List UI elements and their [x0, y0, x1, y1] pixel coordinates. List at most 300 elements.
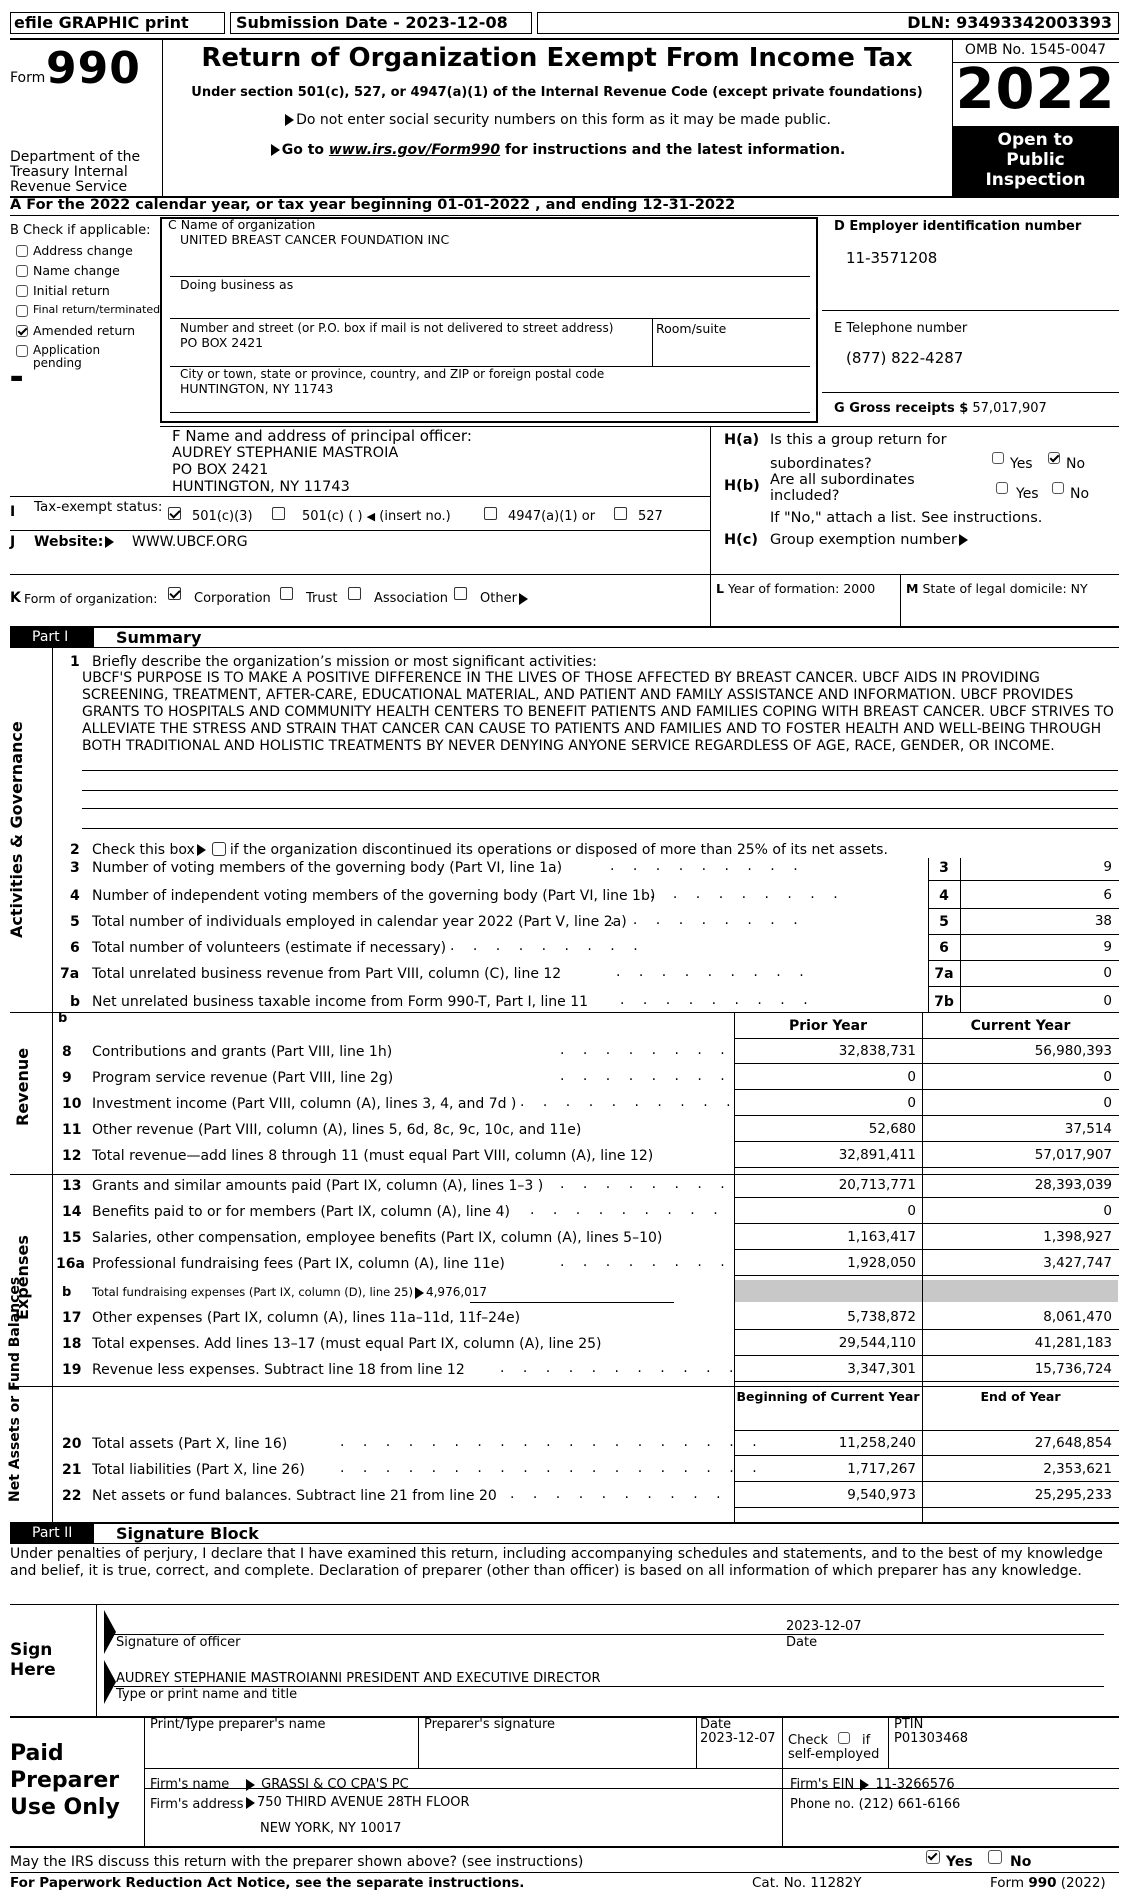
rule	[82, 770, 1118, 771]
signature-date[interactable]: 2023-12-07	[786, 1619, 862, 1634]
ein-value[interactable]: 11-3571208	[846, 249, 938, 267]
revenue-line-text: Total revenue—add lines 8 through 11 (must equal Part VIII, column (A), line 12)	[92, 1148, 654, 1164]
dot-leader: . . . . . . . . .	[610, 912, 805, 928]
firm-name[interactable]: GRASSI & CO CPA'S PC	[261, 1777, 409, 1792]
net-assets-current-value[interactable]: 25,295,233	[1034, 1487, 1112, 1503]
net-assets-prior-value[interactable]: 11,258,240	[838, 1435, 916, 1451]
rule	[470, 1302, 674, 1303]
dot-leader: . . . . . . . . .	[610, 858, 805, 874]
rule	[734, 1063, 1119, 1064]
gov-line-number: 7a	[60, 966, 80, 982]
rule	[928, 908, 1119, 909]
cat-number: Cat. No. 11282Y	[752, 1875, 862, 1891]
501c-text: 501(c) ( )	[302, 509, 363, 524]
expense-prior-value[interactable]: 29,544,110	[838, 1335, 916, 1351]
signature-label: Signature of officer	[116, 1635, 241, 1650]
expense-prior-value[interactable]: 1,163,417	[847, 1229, 916, 1245]
dash-mark: ▬	[10, 370, 24, 386]
expense-current-value[interactable]: 1,398,927	[1043, 1229, 1112, 1245]
expense-current-value[interactable]: 0	[1103, 1203, 1112, 1219]
paperwork-notice: For Paperwork Reduction Act Notice, see the separate instructions.	[10, 1875, 525, 1891]
expense-current-value[interactable]: 15,736,724	[1034, 1361, 1112, 1377]
part1-tag: Part I	[10, 628, 94, 647]
dln: DLN: 93493342003393	[907, 13, 1112, 32]
legal-domicile	[906, 582, 1088, 596]
rule	[734, 1329, 1119, 1330]
dot-leader: . . . . . . . .	[560, 1176, 732, 1192]
revenue-prior-value[interactable]: 0	[907, 1095, 916, 1111]
preparer-date-label: Date	[700, 1717, 732, 1732]
rule	[734, 1481, 1119, 1482]
side-revenue: Revenue	[13, 1047, 32, 1126]
check-item-label: Amended return	[33, 323, 136, 338]
net-assets-current-value[interactable]: 27,648,854	[1034, 1435, 1112, 1451]
rule	[10, 1386, 1119, 1387]
gov-line-value[interactable]: 38	[1094, 913, 1112, 929]
rule	[144, 1716, 145, 1846]
l-label: L	[716, 581, 724, 596]
net-assets-line-text: Net assets or fund balances. Subtract line 21 from line 20	[92, 1488, 497, 1504]
revenue-line-number: 9	[62, 1070, 72, 1086]
line16b-number: b	[62, 1285, 72, 1300]
rule	[696, 1716, 697, 1768]
dot-leader: . . . . . . . . . . . . . . . . . . .	[340, 1460, 764, 1476]
open-to-public-text: Open to Public Inspection	[985, 130, 1086, 190]
line2-text	[92, 842, 888, 858]
revenue-line-text: Investment income (Part VIII, column (A), lines 3, 4, and 7d )	[92, 1096, 517, 1112]
part2-tag: Part II	[10, 1524, 94, 1543]
arrow-icon	[246, 1797, 255, 1809]
corporation-checkbox[interactable]	[168, 587, 181, 600]
hc-text-label: Group exemption number	[770, 532, 957, 548]
expense-line-number: 15	[62, 1230, 82, 1246]
col-begin-year: Beginning of Current Year	[736, 1389, 920, 1404]
net-assets-line-number: 21	[62, 1462, 82, 1478]
rule	[734, 1249, 1119, 1250]
501c-label	[302, 510, 451, 525]
notice-post: for instructions and the latest information.	[500, 142, 846, 158]
form-ref-post: (2022)	[1056, 1875, 1106, 1891]
501c-checkbox[interactable]	[272, 507, 285, 520]
street-address[interactable]: PO BOX 2421	[180, 335, 264, 350]
arrow-icon	[197, 844, 206, 856]
hb-note: If "No," attach a list. See instructions.	[770, 510, 1043, 526]
city-label: City or town, state or province, country, and ZIP or foreign postal code	[180, 367, 605, 381]
rule	[10, 1012, 1119, 1013]
firm-address1[interactable]: 750 THIRD AVENUE 28TH FLOOR	[257, 1795, 470, 1810]
check-initial-return-checkbox[interactable]	[16, 285, 28, 297]
revenue-current-value[interactable]: 56,980,393	[1034, 1043, 1112, 1059]
rule	[710, 574, 711, 626]
rule	[734, 1223, 1119, 1224]
net-assets-line-number: 22	[62, 1488, 82, 1504]
expense-current-value[interactable]: 41,281,183	[1034, 1335, 1112, 1351]
gov-line-value[interactable]: 0	[1103, 993, 1112, 1009]
revenue-line-number: 8	[62, 1044, 72, 1060]
notice-pre: Go to	[281, 142, 329, 158]
ha-no-label: No	[1066, 456, 1086, 472]
expense-current-value[interactable]: 3,427,747	[1043, 1255, 1112, 1271]
insert-no-text: (insert no.)	[379, 509, 451, 524]
expense-prior-value[interactable]: 0	[907, 1203, 916, 1219]
rule	[10, 1604, 1119, 1605]
gov-line-number: 4	[70, 888, 80, 904]
phone-field	[790, 1798, 960, 1813]
net-assets-line-text: Total liabilities (Part X, line 26)	[92, 1462, 305, 1478]
rule	[782, 1768, 783, 1846]
mission-statement: UBCF'S PURPOSE IS TO MAKE A POSITIVE DIFFERENCE IN THE LIVES OF THOSE AFFECTED BY BREAST CANCER. UBCF AIDS IN PROVIDING SCREENING, TREATMENT, AFTER-CARE, EDUCATIONAL MATERIAL, AND PATIENT AND FAMILY ASSISTANCE AND INFORMATION. UBCF PROVIDES GRANTS TO HOSPITALS AND COMMUNITY HEALTH CENTERS TO BENEFIT PATIENTS AND FAMILIES COPING WITH BREAST CANCER. UBCF STRIVES TO ALLEVIATE THE STRESS AND STRAIN THAT CANCER CAN CAUSE TO PATIENTS AND FAMILIES AND TO FOSTER HEALTH AND WELL-BEING THROUGH BOTH TRADITIONAL AND HOLISTIC TREATMENTS BY NEVER DENYING ANYONE SERVICE REGARDLESS OF AGE, RACE, GENDER, OR INCOME.	[82, 670, 1114, 754]
hb-text1: Are all subordinates	[770, 472, 915, 488]
expense-line-number: 13	[62, 1178, 82, 1194]
association-checkbox[interactable]	[348, 587, 361, 600]
sign-here: Sign Here	[10, 1640, 56, 1680]
ha-yes-label: Yes	[1010, 456, 1033, 472]
trust-label: Trust	[306, 591, 338, 606]
gov-line-text: Number of independent voting members of the governing body (Part VI, line 1b)	[92, 888, 656, 904]
rule	[82, 790, 1118, 791]
expense-prior-value[interactable]: 1,928,050	[847, 1255, 916, 1271]
rule	[928, 880, 1119, 881]
hb-yes-label: Yes	[1016, 486, 1039, 502]
dot-leader: . . . . . . . . . .	[510, 1486, 728, 1502]
tax-year: 2022	[955, 57, 1116, 122]
net-assets-prior-value[interactable]: 1,717,267	[847, 1461, 916, 1477]
line1-number: 1	[70, 654, 80, 670]
legal-domicile-text: State of legal domicile: NY	[922, 581, 1088, 596]
check-application-pending-checkbox[interactable]	[16, 345, 28, 357]
website-title	[34, 534, 116, 550]
rule	[170, 318, 810, 319]
rule	[10, 496, 710, 497]
rule	[10, 530, 710, 531]
rule	[734, 1115, 1119, 1116]
dot-leader: . . . . . . . . . . .	[500, 1360, 741, 1376]
hb-no-label: No	[1070, 486, 1090, 502]
gov-line-text: Net unrelated business taxable income from Form 990-T, Part I, line 11	[92, 994, 589, 1010]
open-to-public-badge	[952, 126, 1119, 196]
line-b-mark: b	[58, 1011, 68, 1026]
officer-name[interactable]: AUDREY STEPHANIE MASTROIA	[172, 445, 399, 461]
firm-ein-label: Firm's EIN	[790, 1777, 855, 1792]
notice-instructions	[162, 142, 952, 158]
rule	[52, 647, 53, 1522]
rule	[928, 986, 1119, 987]
gov-line-value[interactable]: 0	[1103, 965, 1112, 981]
hb-label: H(b)	[724, 478, 760, 494]
org-name-label: C Name of organization	[168, 217, 316, 232]
gross-receipts-label: G Gross receipts $	[834, 401, 969, 416]
rule	[928, 934, 1119, 935]
rule	[822, 392, 1119, 393]
form-reference	[990, 1876, 1106, 1892]
dot-leader: . . . . . . . . .	[530, 1202, 725, 1218]
527-checkbox[interactable]	[614, 507, 627, 520]
gov-line-number: b	[70, 994, 81, 1010]
preparer-name-label: Print/Type preparer's name	[150, 1717, 326, 1732]
gov-line-value[interactable]: 6	[1103, 887, 1112, 903]
revenue-current-value[interactable]: 37,514	[1064, 1121, 1112, 1137]
part1-title: Summary	[116, 628, 202, 647]
check-final-return-terminated-checkbox[interactable]	[16, 305, 28, 317]
rule	[10, 1846, 1119, 1848]
expense-line-number: 19	[62, 1362, 82, 1378]
line2-post: if the organization discontinued its operations or disposed of more than 25% of its net assets.	[229, 842, 888, 858]
dot-leader: . . . . . . . . .	[450, 938, 645, 954]
triangle-left-icon: ◀	[366, 510, 376, 523]
revenue-line-number: 12	[62, 1148, 82, 1164]
self-employed-checkbox[interactable]	[838, 1732, 850, 1744]
rule	[734, 1167, 1119, 1168]
expense-line-number: 16a	[56, 1256, 85, 1272]
perjury-statement: Under penalties of perjury, I declare that I have examined this return, including accompanying schedules and statements, and to the best of my knowledge and belief, it is true, correct, and complete. Declaration of preparer (other than officer) is based on all information of which preparer has any knowledge.	[10, 1546, 1103, 1579]
rule	[734, 1507, 1119, 1508]
ha-yes-checkbox[interactable]	[992, 452, 1004, 464]
4947-label: 4947(a)(1) or	[508, 509, 596, 524]
fundraising-total[interactable]: 4,976,017	[425, 1285, 488, 1299]
year-formation-text: Year of formation: 2000	[727, 581, 876, 596]
department: Department of the Treasury Internal Revenue Service	[10, 150, 141, 195]
gov-line-number: 6	[70, 940, 80, 956]
notice-ssn-text: Do not enter social security numbers on this form as it may be made public.	[296, 112, 831, 128]
net-assets-current-value[interactable]: 2,353,621	[1043, 1461, 1112, 1477]
rule	[10, 574, 1119, 575]
revenue-prior-value[interactable]: 52,680	[868, 1121, 916, 1137]
rule	[144, 1788, 1119, 1789]
gov-line-text: Total number of volunteers (estimate if necessary)	[92, 940, 447, 956]
ptin-label: PTIN	[894, 1717, 924, 1732]
revenue-prior-value[interactable]: 32,891,411	[838, 1147, 916, 1163]
hb-text2: included?	[770, 488, 840, 504]
hb-no-checkbox[interactable]	[1052, 482, 1064, 494]
rule	[10, 1543, 1119, 1544]
net-assets-prior-value[interactable]: 9,540,973	[847, 1487, 916, 1503]
check-amended-return-checkbox[interactable]	[16, 325, 28, 337]
revenue-line-text: Program service revenue (Part VIII, line 2g)	[92, 1070, 394, 1086]
rule	[10, 647, 1119, 648]
corporation-label: Corporation	[194, 591, 271, 606]
rule	[82, 828, 1118, 829]
expense-prior-value[interactable]: 20,713,771	[838, 1177, 916, 1193]
rule	[734, 1141, 1119, 1142]
discuss-yes-label: Yes	[946, 1854, 973, 1870]
check-item-label: Final return/terminated	[33, 303, 161, 316]
arrow-icon	[285, 114, 294, 126]
line2-number: 2	[70, 842, 80, 858]
gov-line-box: 7a	[934, 966, 954, 982]
officer-address1[interactable]: PO BOX 2421	[172, 462, 269, 478]
net-assets-line-number: 20	[62, 1436, 82, 1452]
rule	[734, 1038, 1119, 1039]
rule	[82, 808, 1118, 809]
501c3-label: 501(c)(3)	[192, 509, 253, 524]
phone-value[interactable]: (212) 661-6166	[858, 1797, 961, 1812]
rule	[734, 1430, 1119, 1431]
expense-line-number: 17	[62, 1310, 82, 1326]
gov-line-box: 3	[939, 860, 949, 876]
side-expenses: Expenses	[13, 1235, 32, 1320]
notice-ssn	[162, 112, 952, 128]
j-label: J	[10, 534, 16, 550]
gov-line-box: 4	[939, 888, 949, 904]
col-current-year: Current Year	[970, 1018, 1071, 1034]
gov-line-value[interactable]: 9	[1103, 939, 1112, 955]
i-label: I	[10, 504, 16, 520]
type-name-label: Type or print name and title	[116, 1687, 298, 1702]
expense-current-value[interactable]: 8,061,470	[1043, 1309, 1112, 1325]
irs-link[interactable]: www.irs.gov/Form990	[328, 142, 501, 158]
col-prior-year: Prior Year	[788, 1018, 868, 1034]
firm-address-field	[244, 1796, 470, 1811]
telephone-label: E Telephone number	[834, 321, 968, 336]
discuss-yes-checkbox[interactable]	[926, 1850, 940, 1864]
trust-checkbox[interactable]	[280, 587, 293, 600]
gross-receipts-value[interactable]: 57,017,907	[972, 401, 1047, 416]
preparer-date[interactable]: 2023-12-07	[700, 1731, 776, 1746]
expense-line-number: 14	[62, 1204, 82, 1220]
revenue-prior-value[interactable]: 0	[907, 1069, 916, 1085]
ha-text1: Is this a group return for	[770, 432, 947, 448]
dot-leader: . . . . . . . . . . . . . . . . . . .	[340, 1434, 764, 1450]
efile-label: efile GRAPHIC print	[14, 13, 189, 32]
rule	[782, 1716, 783, 1768]
revenue-line-number: 10	[62, 1096, 82, 1112]
527-label: 527	[638, 509, 663, 524]
col-end-year: End of Year	[980, 1389, 1061, 1404]
gross-receipts	[834, 402, 1047, 417]
expense-prior-value[interactable]: 5,738,872	[847, 1309, 916, 1325]
line-a-tax-year: A For the 2022 calendar year, or tax year beginning 01-01-2022 , and ending 12-31-2022	[10, 197, 736, 213]
officer-address2[interactable]: HUNTINGTON, NY 11743	[172, 479, 350, 495]
arrow-icon	[271, 144, 280, 156]
revenue-prior-value[interactable]: 32,838,731	[838, 1043, 916, 1059]
revenue-line-text: Contributions and grants (Part VIII, line 1h)	[92, 1044, 393, 1060]
rule	[652, 318, 653, 366]
revenue-current-value[interactable]: 0	[1103, 1069, 1112, 1085]
firm-address-label: Firm's address	[150, 1797, 244, 1812]
rule	[734, 1275, 1119, 1276]
rule	[900, 574, 901, 626]
shaded-cell	[735, 1280, 1118, 1302]
line16b-label: Total fundraising expenses (Part IX, column (D), line 25)	[92, 1285, 413, 1299]
ha-no-checkbox[interactable]	[1048, 452, 1060, 464]
gov-line-number: 5	[70, 914, 80, 930]
street-label: Number and street (or P.O. box if mail is not delivered to street address)	[180, 321, 614, 335]
discontinued-checkbox[interactable]	[212, 842, 226, 856]
form-ref-num: 990	[1028, 1875, 1057, 1891]
check-name-change-checkbox[interactable]	[16, 265, 28, 277]
dot-leader: . . . . . . . .	[560, 1068, 732, 1084]
dot-leader: . . . . . . . . .	[650, 886, 845, 902]
ha-text2: subordinates?	[770, 456, 872, 472]
discuss-no-checkbox[interactable]	[988, 1850, 1002, 1864]
expense-prior-value[interactable]: 3,347,301	[847, 1361, 916, 1377]
omb-number: OMB No. 1545-0047	[964, 42, 1107, 58]
rule	[418, 1716, 419, 1768]
hb-yes-checkbox[interactable]	[996, 482, 1008, 494]
arrow-icon	[105, 536, 114, 548]
revenue-line-text: Other revenue (Part VIII, column (A), lines 5, 6d, 8c, 9c, 10c, and 11e)	[92, 1122, 582, 1138]
dot-leader: . . . . . . . . . .	[520, 1094, 738, 1110]
m-label: M	[906, 581, 919, 596]
form-of-org-title: Form of organization:	[24, 591, 158, 606]
website-title-text: Website:	[34, 534, 104, 550]
gov-line-value[interactable]: 9	[1103, 859, 1112, 875]
k-label: K	[10, 590, 21, 606]
other-text: Other	[480, 591, 517, 606]
form-word: Form	[10, 70, 46, 86]
rule	[710, 426, 711, 574]
arrow-icon	[959, 534, 968, 546]
arrow-icon	[415, 1287, 424, 1299]
ptin-value[interactable]: P01303468	[894, 1731, 969, 1746]
gov-line-text: Total unrelated business revenue from Part VIII, column (C), line 12	[92, 966, 562, 982]
year-formation	[716, 582, 875, 596]
expense-current-value[interactable]: 28,393,039	[1034, 1177, 1112, 1193]
form-ref-pre: Form	[990, 1875, 1029, 1891]
check-address-change-checkbox[interactable]	[16, 245, 28, 257]
ein-label: D Employer identification number	[834, 219, 1082, 234]
rule	[734, 1355, 1119, 1356]
rule	[734, 1381, 1119, 1382]
revenue-current-value[interactable]: 0	[1103, 1095, 1112, 1111]
city-address[interactable]: HUNTINGTON, NY 11743	[180, 381, 334, 396]
firm-address2[interactable]: NEW YORK, NY 10017	[260, 1821, 402, 1836]
form-number: 990	[46, 43, 141, 94]
form-subtitle: Under section 501(c), 527, or 4947(a)(1) of the Internal Revenue Code (except private foundations)	[191, 85, 923, 100]
rule	[734, 1455, 1119, 1456]
rule	[114, 1634, 1104, 1635]
dot-leader: . . . . . . . .	[560, 1254, 732, 1270]
rule	[10, 215, 1119, 216]
firm-ein[interactable]: 11-3266576	[875, 1777, 955, 1792]
side-activities-governance: Activities & Governance	[7, 721, 26, 938]
firm-name-label: Firm's name	[150, 1777, 230, 1792]
self-employed-label: self-employed	[788, 1747, 880, 1762]
rule	[888, 1716, 889, 1768]
org-name[interactable]: UNITED BREAST CANCER FOUNDATION INC	[180, 232, 450, 247]
discuss-no-label: No	[1010, 1854, 1032, 1870]
officer-name-title[interactable]: AUDREY STEPHANIE MASTROIANNI PRESIDENT AND EXECUTIVE DIRECTOR	[116, 1671, 601, 1686]
rule	[96, 1604, 97, 1716]
expense-line-text: Revenue less expenses. Subtract line 18 from line 12	[92, 1362, 465, 1378]
gov-line-box: 6	[939, 940, 949, 956]
rule	[170, 412, 810, 413]
rule	[928, 858, 929, 1012]
revenue-line-number: 11	[62, 1122, 82, 1138]
rule	[822, 310, 1119, 311]
dba-label: Doing business as	[180, 277, 294, 292]
telephone-value[interactable]: (877) 822-4287	[846, 349, 964, 367]
submission-date: Submission Date - 2023-12-08	[236, 13, 508, 32]
expense-line-text: Benefits paid to or for members (Part IX, column (A), line 4)	[92, 1204, 510, 1220]
other-checkbox[interactable]	[454, 587, 467, 600]
website-value[interactable]: WWW.UBCF.ORG	[132, 534, 248, 550]
part2-title: Signature Block	[116, 1524, 259, 1543]
4947-checkbox[interactable]	[484, 507, 497, 520]
501c3-checkbox[interactable]	[168, 507, 181, 520]
rule	[10, 1174, 1119, 1175]
rule	[960, 858, 961, 1012]
line16b-text	[92, 1286, 487, 1300]
rule	[734, 1197, 1119, 1198]
gov-line-text: Number of voting members of the governing body (Part VI, line 1a)	[92, 860, 563, 876]
rule	[734, 1089, 1119, 1090]
ha-label: H(a)	[724, 432, 760, 448]
gov-line-box: 5	[939, 914, 949, 930]
revenue-current-value[interactable]: 57,017,907	[1034, 1147, 1112, 1163]
gov-line-box: 7b	[934, 994, 954, 1010]
tax-exempt-title: Tax-exempt status:	[34, 499, 163, 515]
